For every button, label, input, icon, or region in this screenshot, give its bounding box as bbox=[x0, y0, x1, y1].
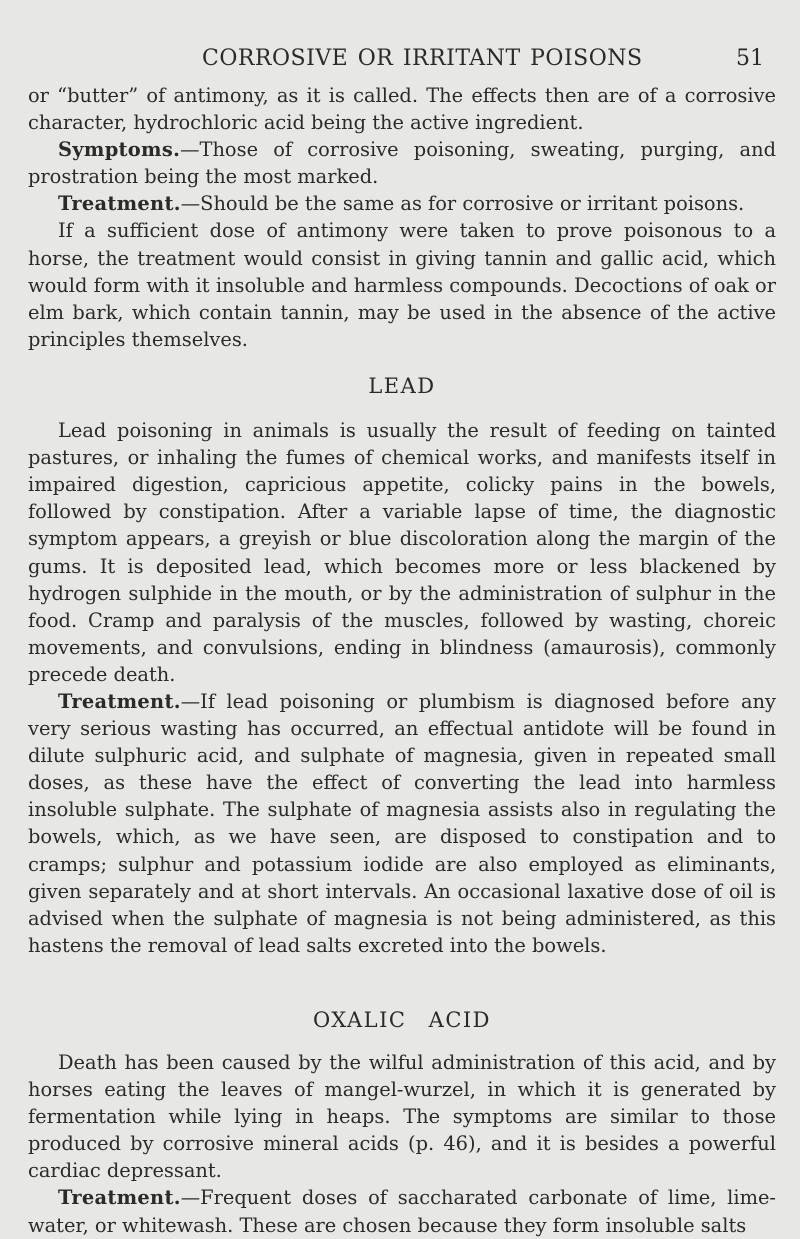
antimony-symptoms-text: —Those of corrosive poisoning, sweating, purging, and prostration being the most marked. bbox=[28, 138, 776, 189]
running-title: CORROSIVE OR IRRITANT POISONS bbox=[202, 46, 643, 71]
lead-section-heading: LEAD bbox=[368, 373, 436, 398]
antimony-treatment-paragraph bbox=[28, 190, 776, 217]
oxalic-acid-description-paragraph: Death has been caused by the wilful administration of this acid, and by horses eating the leaves of mangel-wurzel, in which it is generated by fermentation while lying in heaps. The symptoms are similar to those produced by corrosive mineral acids (p. 46), and it is besides a powerful cardiac depressant. bbox=[28, 1051, 776, 1183]
running-head bbox=[0, 46, 800, 76]
page-body bbox=[28, 82, 776, 1239]
lead-treatment-text: —If lead poisoning or plumbism is diagnosed before any very serious wasting has occurred, an effectual antidote will be found in dilute sulphuric acid, and sulphate of magnesia, given in repeated small doses, as these have the effect of converting the lead into harmless insoluble sulphate. The sulphate of magnesia assists also in regulating the bowels, which, as we have seen, are disposed to constipation and to cramps; sulphur and potassium iodide are also employed as eliminants, given separately and at short intervals. An occasional laxative dose of oil is advised when the sulphate of magnesia is not being administered, as this hastens the removal of lead salts excreted into the bowels. bbox=[28, 689, 776, 957]
antimony-symptoms-paragraph bbox=[28, 136, 776, 190]
antimony-treatment-label: Treatment. bbox=[58, 192, 181, 216]
antimony-treatment-text: —Should be the same as for corrosive or irritant poisons. bbox=[180, 192, 745, 216]
oxalic-acid-treatment-label: Treatment. bbox=[58, 1186, 181, 1210]
antimony-intro-paragraph: or “butter” of antimony, as it is called. The effects then are of a corrosive character, hydrochloric acid being the active ingredient. bbox=[28, 84, 776, 135]
oxalic-acid-section-heading: OXALIC ACID bbox=[312, 1007, 492, 1032]
page-number: 51 bbox=[736, 46, 764, 71]
lead-treatment-label: Treatment. bbox=[58, 689, 181, 713]
lead-description-paragraph: Lead poisoning in animals is usually the result of feeding on tainted pastures, or inhaling the fumes of chemical works, and manifests itself in impaired digestion, capricious appetite, colicky pains in the bowels, followed by constipation. After a variable lapse of time, the diagnostic symptom appears, a greyish or blue discoloration along the margin of the gums. It is deposited lead, which becomes more or less blackened by hydrogen sulphide in the mouth, or by the administration of sulphur in the food. Cramp and paralysis of the muscles, followed by wasting, choreic movements, and convulsions, ending in blindness (amaurosis), commonly precede death. bbox=[28, 419, 776, 686]
oxalic-acid-treatment-paragraph bbox=[28, 1184, 776, 1238]
antimony-symptoms-label: Symptoms. bbox=[58, 138, 181, 162]
oxalic-acid-treatment-text: —Frequent doses of saccharated carbonate of lime, lime-water, or whitewash. These are chosen because they form insoluble salts bbox=[28, 1186, 776, 1237]
antimony-treatment-detail: If a sufficient dose of antimony were taken to prove poisonous to a horse, the treatment would consist in giving tannin and gallic acid, which would form with it insoluble and harmless compounds. Decoctions of oak or elm bark, which contain tannin, may be used in the absence of the active principles themselves. bbox=[28, 219, 776, 351]
lead-treatment-paragraph bbox=[28, 688, 776, 959]
